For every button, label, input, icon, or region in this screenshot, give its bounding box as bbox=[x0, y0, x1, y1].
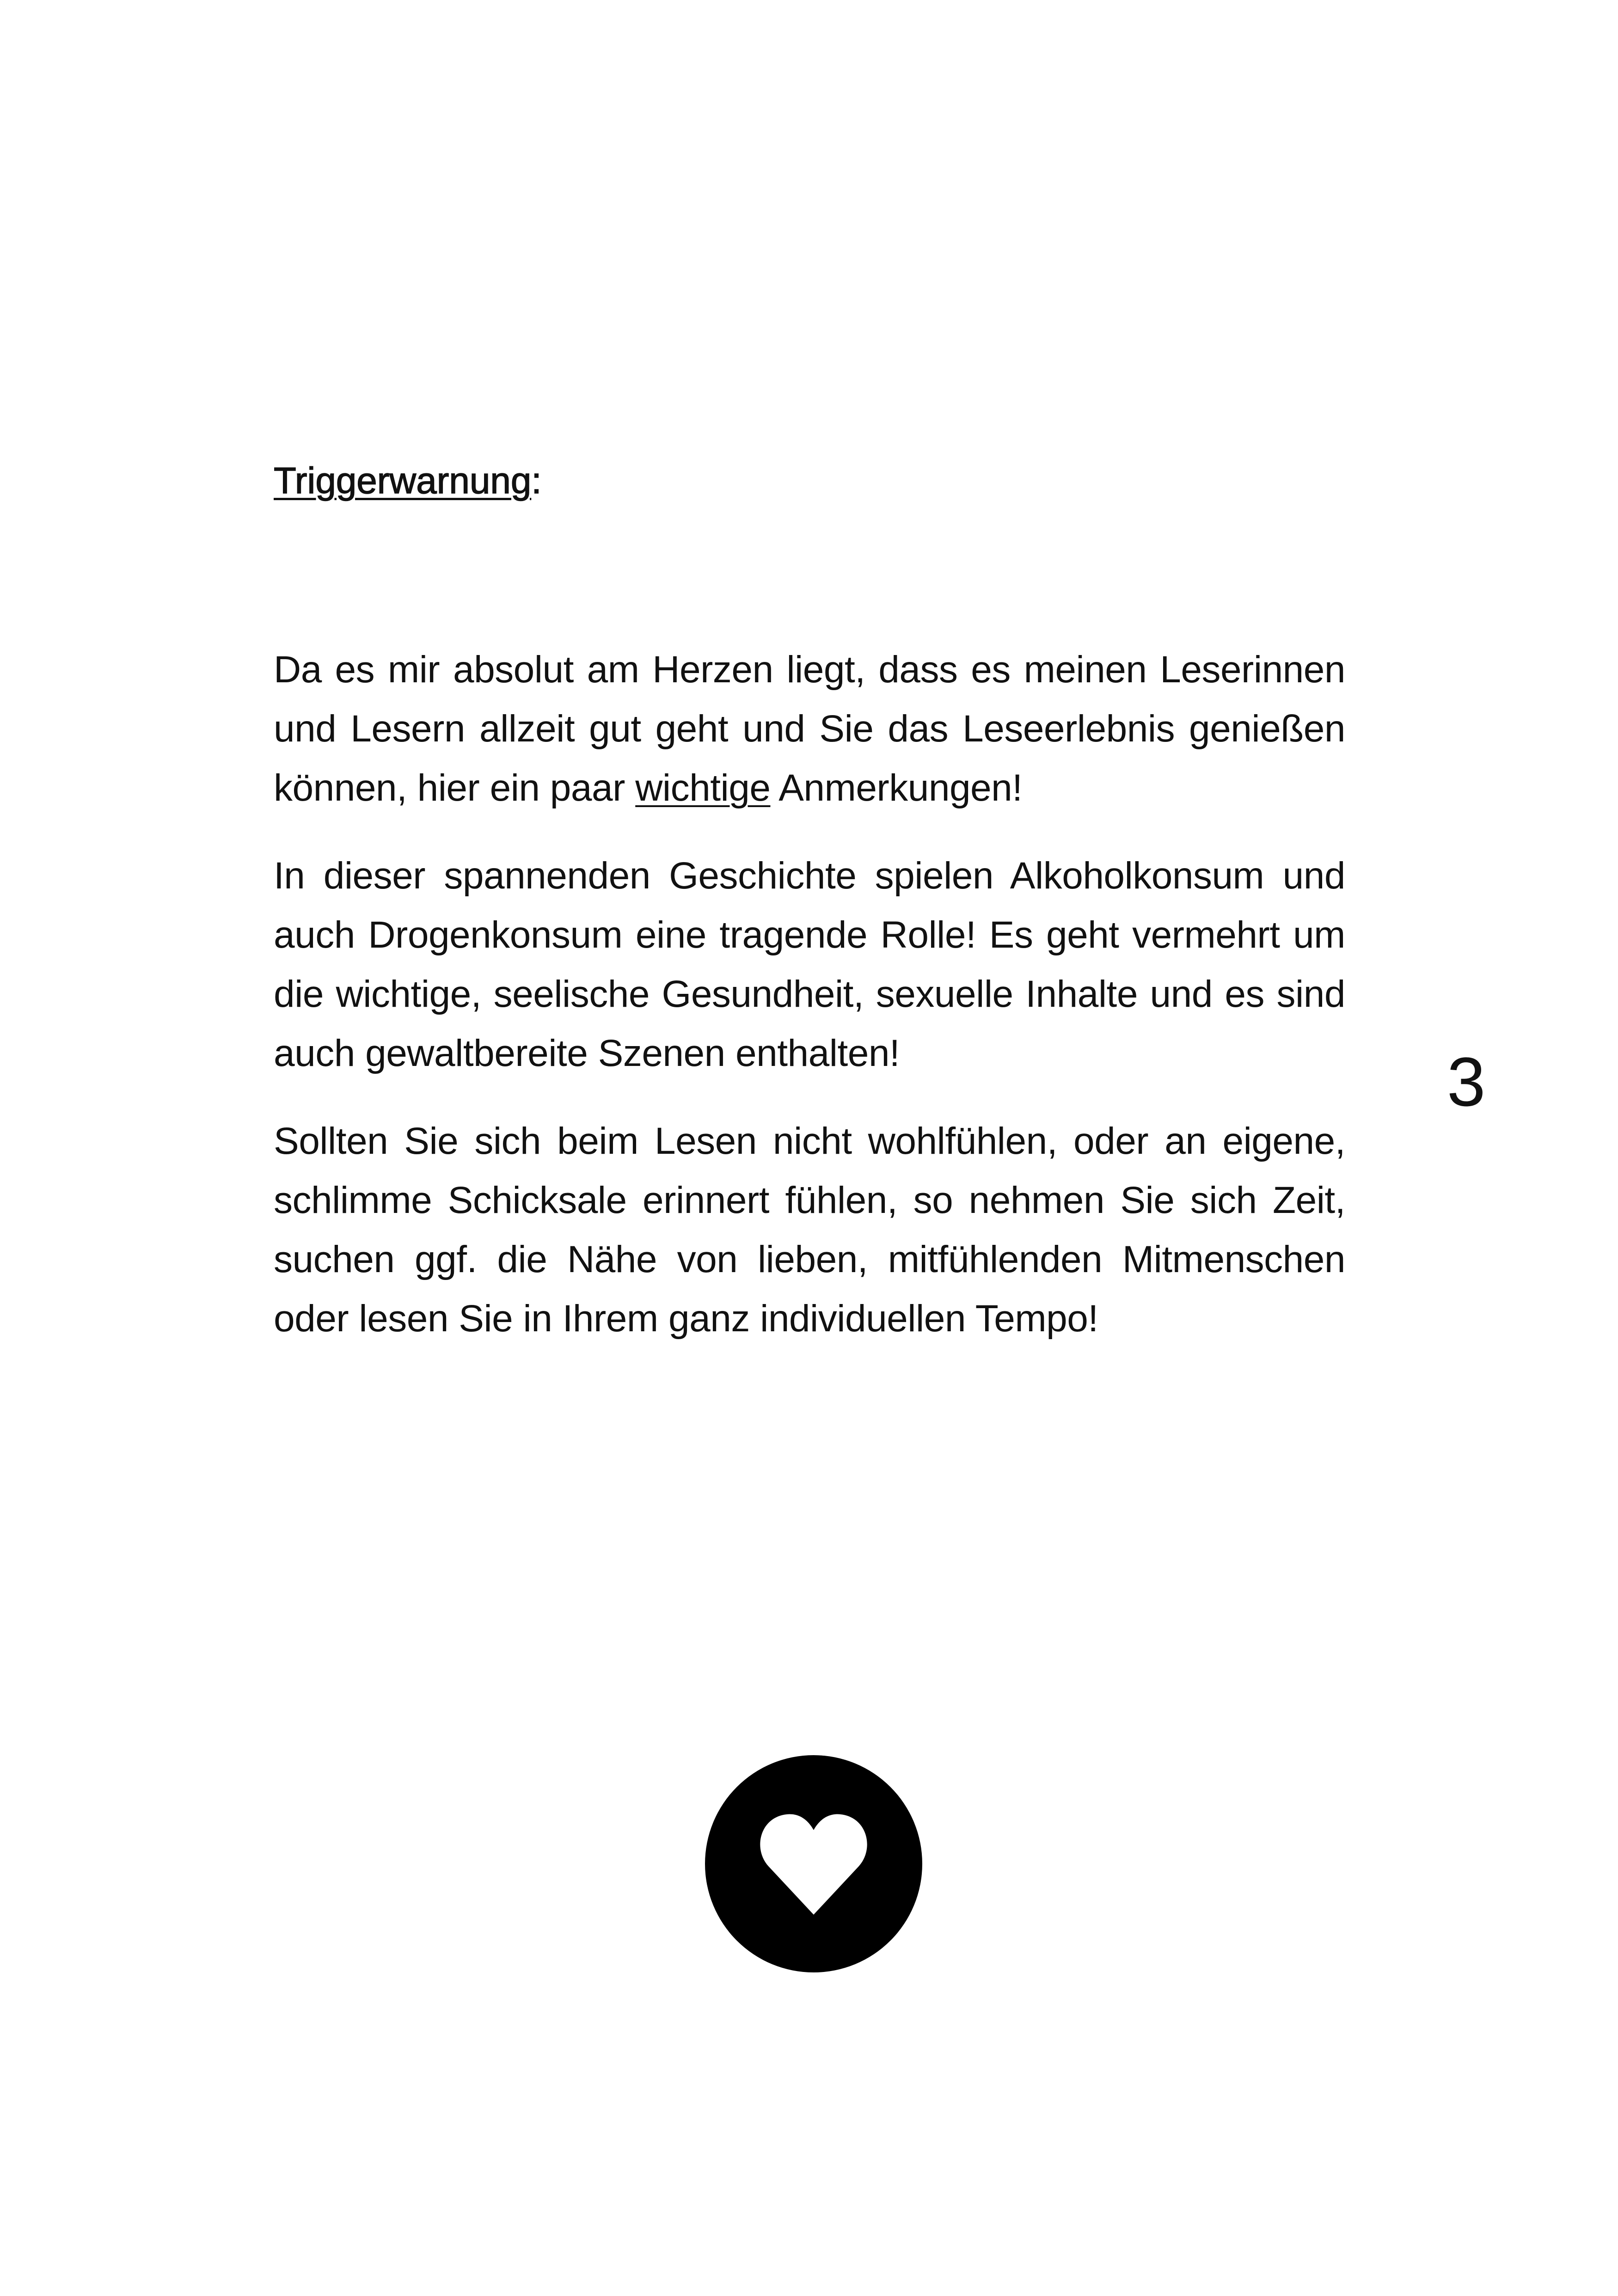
intro-text-end: Anmerkungen! bbox=[770, 767, 1023, 809]
heart-icon bbox=[758, 1811, 869, 1917]
page-title bbox=[274, 455, 1345, 506]
paragraph-intro bbox=[274, 640, 1345, 818]
page-number: 3 bbox=[1447, 1043, 1486, 1120]
paragraph-content-warning: In dieser spannenden Geschichte spielen Alkoholkonsum und auch Drogenkonsum eine tragende Rolle! Es geht vermehrt um die wichtige, seelische Gesundheit, sexuelle Inhalte und es sind auch gewaltbereite Szenen enthalten! bbox=[274, 855, 1345, 1074]
text-block bbox=[274, 455, 1345, 1348]
title-colon: : bbox=[531, 460, 542, 501]
intro-emphasis: wichtige bbox=[635, 767, 771, 809]
heart-badge bbox=[705, 1755, 922, 1972]
paragraph-advice: Sollten Sie sich beim Lesen nicht wohlfühlen, oder an eigene, schlimme Schicksale erinnert fühlen, so nehmen Sie sich Zeit, suchen ggf. die Nähe von lieben, mitfühlenden Mitmenschen oder lesen Sie in Ihrem ganz individuellen Tempo! bbox=[274, 1120, 1345, 1340]
title-underlined: Triggerwarnung bbox=[274, 460, 532, 501]
intro-text-start: Da es mir absolut am Herzen liegt, dass es meinen Leserinnen und Lesern allzeit gut geht und Sie das Leseerlebnis genießen können, hier ein paar bbox=[274, 649, 1345, 809]
